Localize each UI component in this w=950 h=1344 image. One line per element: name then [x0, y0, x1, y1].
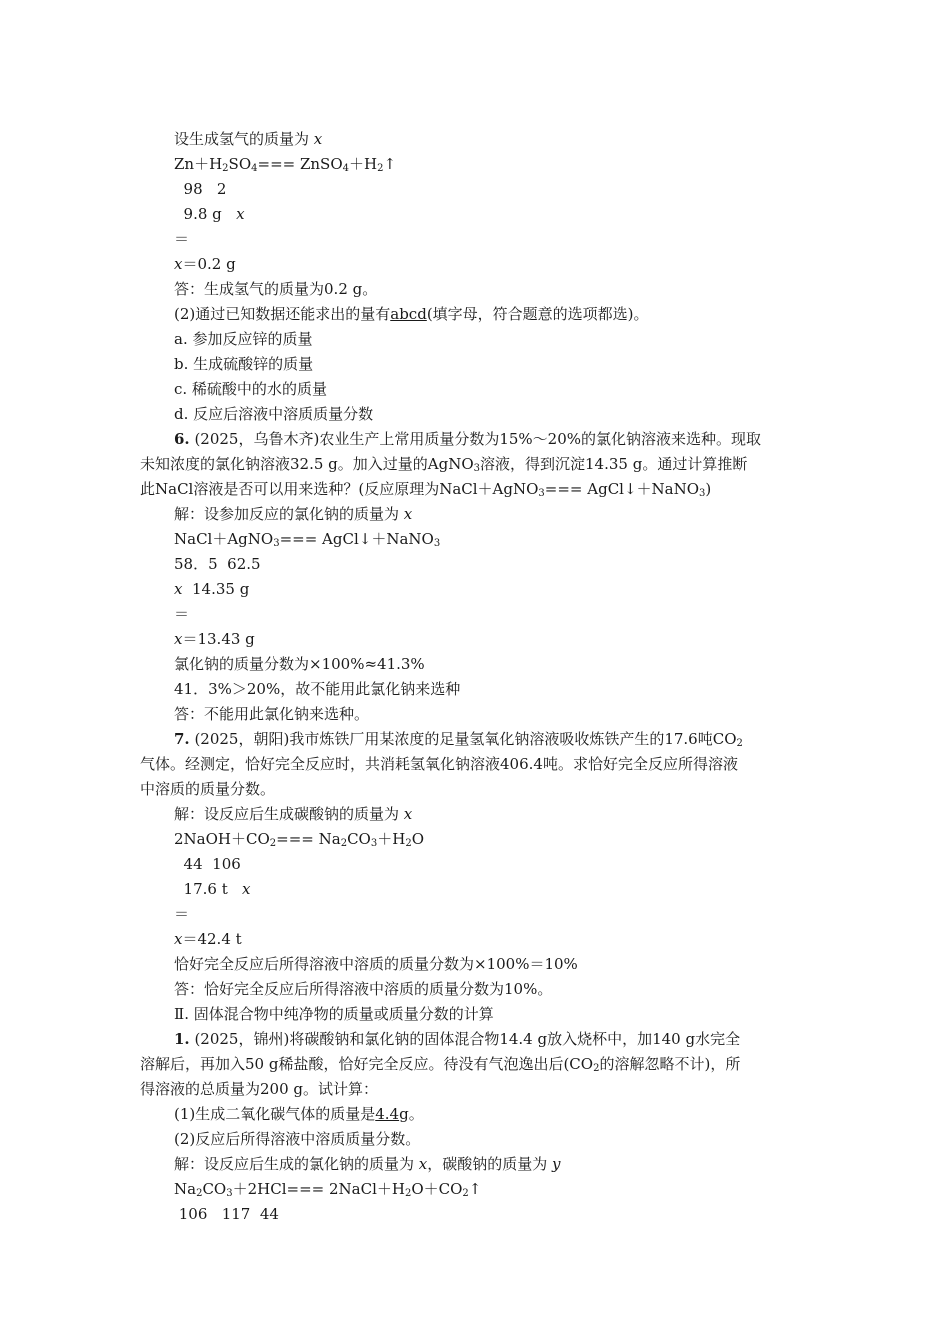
text-line: 17.6 t x — [174, 880, 251, 898]
text-line: x＝0.2 g — [174, 255, 236, 273]
section-heading: Ⅱ. 固体混合物中纯净物的质量或质量分数的计算 — [174, 1005, 494, 1023]
text-line: 答：恰好完全反应后所得溶液中溶质的质量分数为10%。 — [174, 980, 553, 998]
text-line: 答：不能用此氯化钠来选种。 — [174, 705, 370, 723]
equation-line: $Na_2CO_3+2HCl===$ $2NaCl+H_2O+CO_2↑$ — [174, 1180, 482, 1199]
text-line: 恰好完全反应后所得溶液中溶质的质量分数为×100%＝10% — [174, 955, 578, 973]
text-line: x＝13.43 g — [174, 630, 255, 648]
text-line: 设生成氢气的质量为 x — [174, 130, 323, 148]
text-line: 44 106 — [174, 855, 241, 873]
question-line: (2)反应后所得溶液中溶质质量分数。 — [174, 1130, 421, 1148]
answer-blank: abcd — [390, 305, 427, 323]
question-6-line-2: 未知浓度的氯化钠溶液32.5 g。加入过量的AgNO$_3$溶液，得到沉淀14.35 g。通过计算推断 — [140, 455, 748, 474]
text-line: ＝ — [174, 905, 190, 923]
question-7-line-1: 7. (2025，朝阳)我市炼铁厂用某浓度的足量氢氧化钠溶液吸收炼铁产生的17.6吨$CO_2$ — [174, 730, 743, 749]
text-line: 41．3%＞20%，故不能用此氯化钠来选种 — [174, 680, 461, 698]
text-line: 9.8 g x — [174, 205, 245, 223]
question-line: (1)生成二氧化碳气体的质量是4.4g。 — [174, 1105, 424, 1123]
option-a: a. 参加反应锌的质量 — [174, 330, 313, 348]
answer-blank: 4.4 — [375, 1105, 400, 1123]
question-1-line-2: 溶解后，再加入50 g稀盐酸，恰好完全反应。待没有气泡逸出后($CO_2$的溶解忽略不计)，所 — [140, 1055, 741, 1074]
question-1-line-3: 得溶液的总质量为200 g。试计算： — [140, 1080, 379, 1098]
question-line: (2)通过已知数据还能求出的量有abcd(填字母，符合题意的选项都选)。 — [174, 305, 649, 323]
text-line: x＝42.4 t — [174, 930, 242, 948]
question-7-line-3: 中溶质的质量分数。 — [140, 780, 276, 798]
text-line: 106 117 44 — [174, 1205, 279, 1223]
question-1-line-1: 1. (2025，锦州)将碳酸钠和氯化钠的固体混合物14.4 g放入烧杯中，加140 g水完全 — [174, 1030, 741, 1048]
text-line: ＝ — [174, 230, 190, 248]
option-d: d. 反应后溶液中溶质质量分数 — [174, 405, 374, 423]
text-line: 98 2 — [174, 180, 227, 198]
text-line: ＝ — [174, 605, 190, 623]
equation-line: $Zn+H_2SO_4===$ $ZnSO_4+H_2↑$ — [174, 155, 397, 174]
text-line: 解：设反应后生成的氯化钠的质量为 x，碳酸钠的质量为 y — [174, 1155, 561, 1173]
question-6-line-3: 此NaCl溶液是否可以用来选种？(反应原理为NaCl＋AgNO$_3$=== AgCl↓＋NaNO$_3$) — [140, 480, 712, 499]
option-b: b. 生成硫酸锌的质量 — [174, 355, 314, 373]
question-7-line-2: 气体。经测定，恰好完全反应时，共消耗氢氧化钠溶液406.4吨。求恰好完全反应所得溶液 — [140, 755, 738, 773]
text-line: 答：生成氢气的质量为0.2 g。 — [174, 280, 378, 298]
option-c: c. 稀硫酸中的水的质量 — [174, 380, 327, 398]
equation-line: $2NaOH+CO_2=== Na_2CO_3+H_2O$ — [174, 830, 424, 849]
equation-line: NaCl＋AgNO$_3$=== AgCl↓＋NaNO$_3$ — [174, 530, 441, 549]
question-6-line-1: 6. (2025，乌鲁木齐)农业生产上常用质量分数为15%～20%的氯化钠溶液来选种。现取 — [174, 430, 762, 448]
text-line: 氯化钠的质量分数为×100%≈41.3% — [174, 655, 425, 673]
text-line: 58．5 62.5 — [174, 555, 261, 573]
text-line: 解：设反应后生成碳酸钠的质量为 x — [174, 805, 413, 823]
text-line: 解：设参加反应的氯化钠的质量为 x — [174, 505, 413, 523]
text-line: x 14.35 g — [174, 580, 250, 598]
